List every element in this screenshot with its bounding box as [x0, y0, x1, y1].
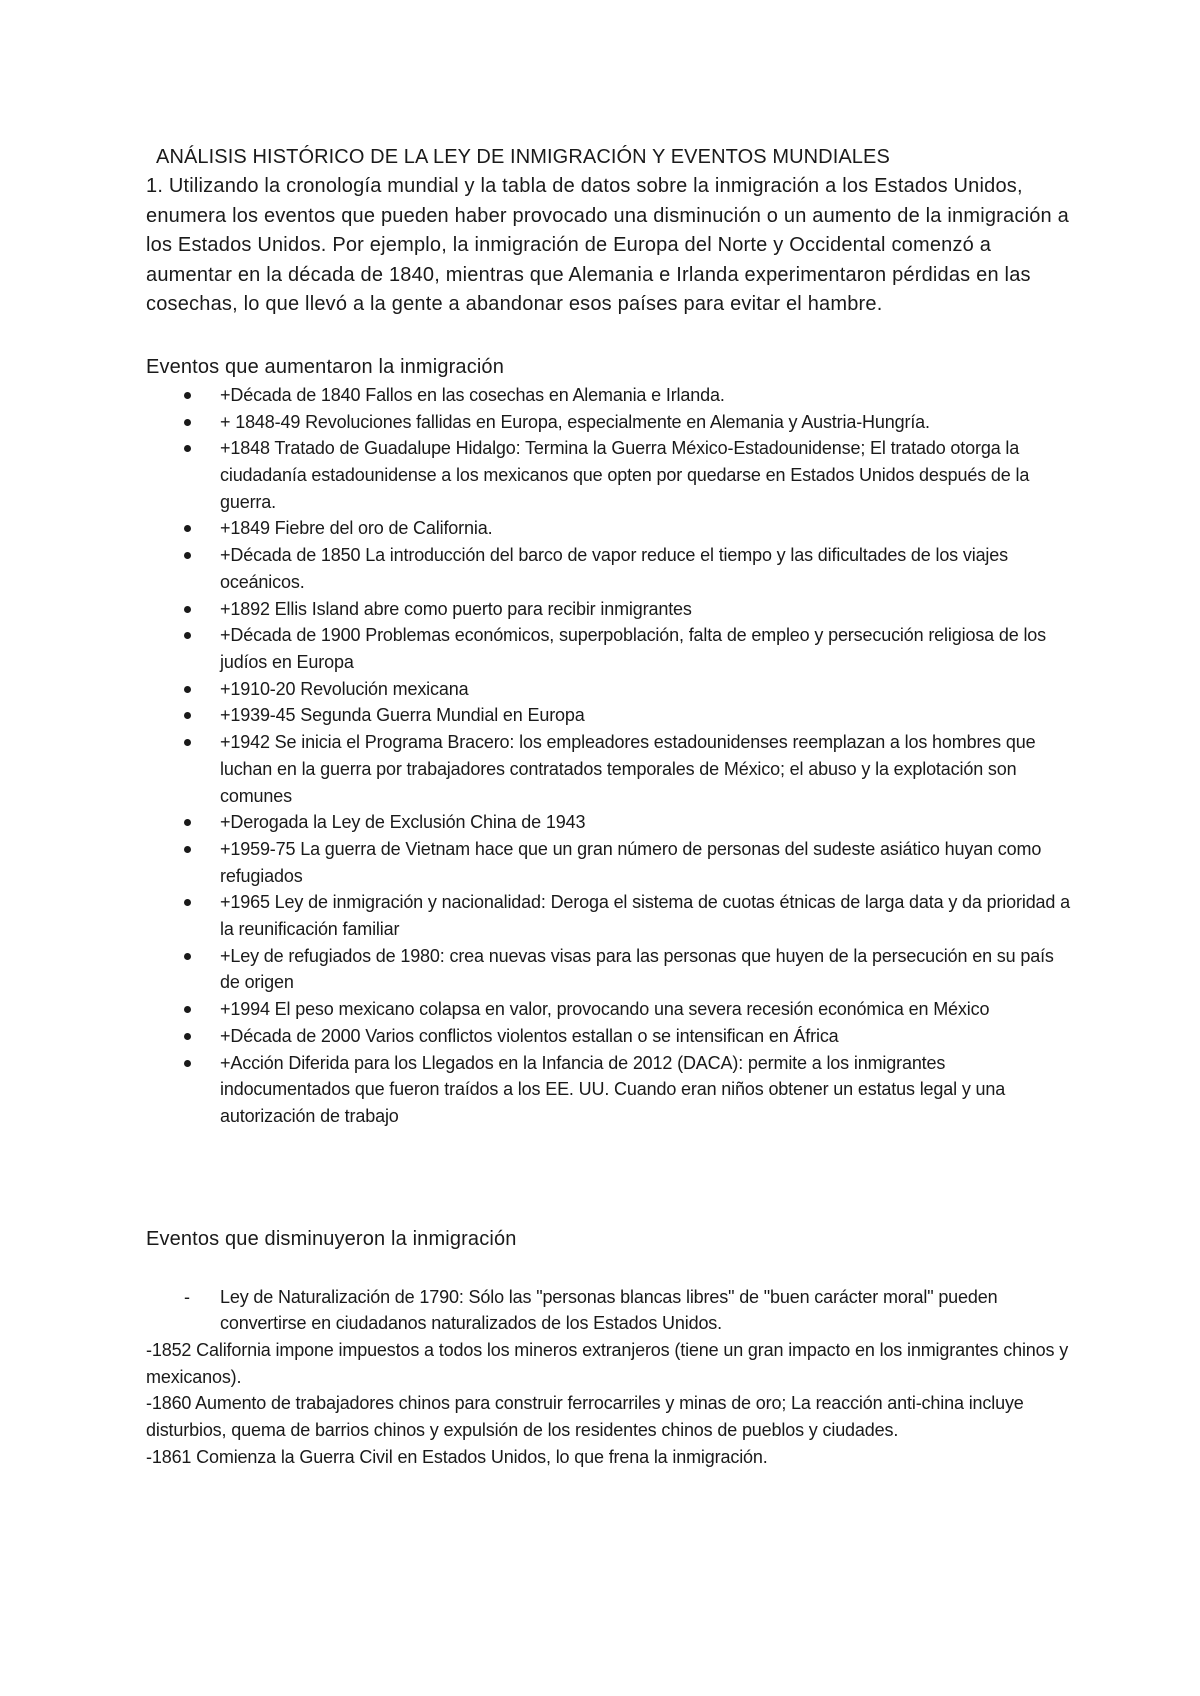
decrease-heading: Eventos que disminuyeron la inmigración: [146, 1227, 517, 1250]
bullet-icon: [184, 445, 191, 452]
list-item: +1848 Tratado de Guadalupe Hidalgo: Termina la Guerra México-Estadounidense; El tratado otorga la ciudadanía estadounidense a los mexicanos que opten por quedarse en Estados Unidos después de la guerra.: [146, 435, 1076, 515]
list-item: - Ley de Naturalización de 1790: Sólo las "personas blancas libres" de "buen carácter moral" pueden convertirse en ciudadanos naturalizados de los Estados Unidos.: [146, 1284, 1076, 1337]
document-page: [146, 143, 1076, 1471]
list-item: +1910-20 Revolución mexicana: [146, 676, 1076, 703]
increase-heading: Eventos que aumentaron la inmigración: [146, 355, 504, 378]
intro-paragraph: 1. Utilizando la cronología mundial y la tabla de datos sobre la inmigración a los Estados Unidos, enumera los eventos que pueden haber provocado una disminución o un aumento de la inmigración a los Estados Unidos. Por ejemplo, la inmigración de Europa del Norte y Occidental comenzó a aumentar en la década de 1840, mientras que Alemania e Irlanda experimentaron pérdidas en las cosechas, lo que llevó a la gente a abandonar esos países para evitar el hambre.: [146, 175, 1069, 316]
list-item: +1994 El peso mexicano colapsa en valor, provocando una severa recesión económica en México: [146, 996, 1076, 1023]
list-item: +Década de 1840 Fallos en las cosechas en Alemania e Irlanda.: [146, 382, 1076, 409]
increase-list: [146, 382, 1076, 1130]
bullet-icon: [184, 632, 191, 639]
bullet-icon: [184, 819, 191, 826]
decrease-paragraph: -1852 California impone impuestos a todos los mineros extranjeros (tiene un gran impacto en los inmigrantes chinos y mexicanos).: [146, 1340, 1069, 1387]
decrease-list: [146, 1284, 1076, 1337]
bullet-icon: [184, 525, 191, 532]
bullet-icon: [184, 712, 191, 719]
dash-marker: -: [184, 1286, 190, 1307]
list-item: +1939-45 Segunda Guerra Mundial en Europa: [146, 702, 1076, 729]
document-title: ANÁLISIS HISTÓRICO DE LA LEY DE INMIGRACIÓN Y EVENTOS MUNDIALES: [156, 146, 890, 168]
list-item: +Década de 1850 La introducción del barco de vapor reduce el tiempo y las dificultades de los viajes oceánicos.: [146, 542, 1076, 595]
bullet-icon: [184, 1060, 191, 1067]
list-item: +1942 Se inicia el Programa Bracero: los empleadores estadounidenses reemplazan a los hombres que luchan en la guerra por trabajadores contratados temporales de México; el abuso y la explotación son comunes: [146, 729, 1076, 809]
list-item: +Década de 1900 Problemas económicos, superpoblación, falta de empleo y persecución religiosa de los judíos en Europa: [146, 622, 1076, 675]
bullet-icon: [184, 1033, 191, 1040]
bullet-icon: [184, 846, 191, 853]
decrease-paragraph: -1860 Aumento de trabajadores chinos para construir ferrocarriles y minas de oro; La reacción anti-china incluye disturbios, quema de barrios chinos y expulsión de los residentes chinos de pueblos y ciudades.: [146, 1393, 1024, 1441]
bullet-icon: [184, 739, 191, 746]
bullet-icon: [184, 392, 191, 399]
list-item: +1849 Fiebre del oro de California.: [146, 515, 1076, 542]
bullet-icon: [184, 606, 191, 613]
list-item: +Derogada la Ley de Exclusión China de 1943: [146, 809, 1076, 836]
list-item: +1892 Ellis Island abre como puerto para recibir inmigrantes: [146, 596, 1076, 623]
list-item: +1965 Ley de inmigración y nacionalidad: Deroga el sistema de cuotas étnicas de larga data y da prioridad a la reunificación familiar: [146, 889, 1076, 942]
bullet-icon: [184, 1006, 191, 1013]
bullet-icon: [184, 419, 191, 426]
list-item: + 1848-49 Revoluciones fallidas en Europa, especialmente en Alemania y Austria-Hungría.: [146, 409, 1076, 436]
list-item: +Ley de refugiados de 1980: crea nuevas visas para las personas que huyen de la persecución en su país de origen: [146, 943, 1076, 996]
bullet-icon: [184, 953, 191, 960]
bullet-icon: [184, 899, 191, 906]
bullet-icon: [184, 552, 191, 559]
decrease-paragraph: -1861 Comienza la Guerra Civil en Estados Unidos, lo que frena la inmigración.: [146, 1446, 768, 1467]
list-item: +Acción Diferida para los Llegados en la Infancia de 2012 (DACA): permite a los inmigrantes indocumentados que fueron traídos a los EE. UU. Cuando eran niños obtener un estatus legal y una autorización de trabajo: [146, 1050, 1076, 1130]
list-item: +1959-75 La guerra de Vietnam hace que un gran número de personas del sudeste asiático huyan como refugiados: [146, 836, 1076, 889]
list-item: +Década de 2000 Varios conflictos violentos estallan o se intensifican en África: [146, 1023, 1076, 1050]
bullet-icon: [184, 686, 191, 693]
